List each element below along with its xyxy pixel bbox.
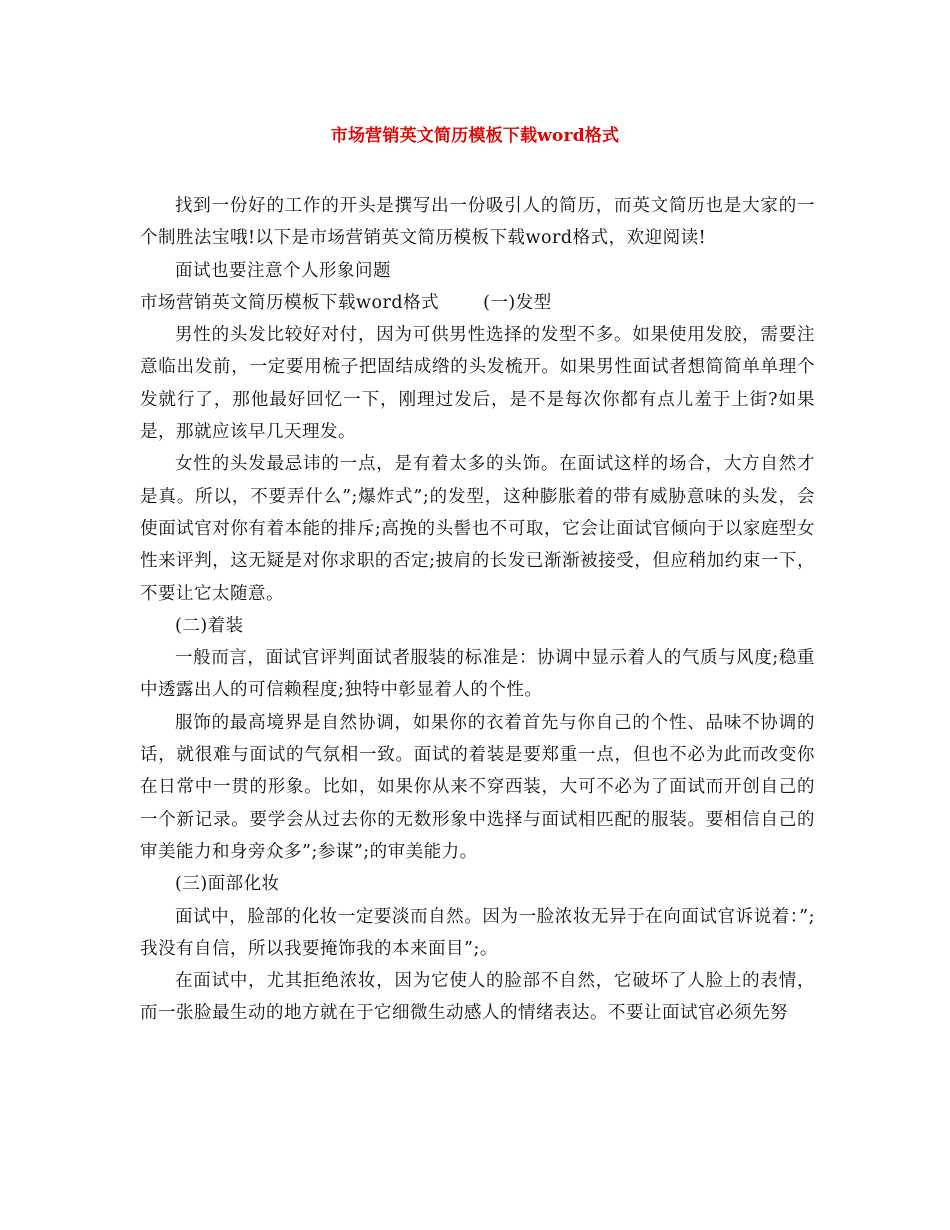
link-and-heading-line xyxy=(140,287,815,319)
section-heading-hair: (一)发型 xyxy=(483,292,552,313)
paragraph-clothing-1: 一般而言，面试官评判面试者服装的标准是：协调中显示着人的气质与风度;稳重中透露出人的可信赖程度;独特中彰显着人的个性。 xyxy=(140,648,815,701)
document-title: 市场营销英文简历模板下载word格式 xyxy=(330,126,620,146)
section-heading-clothing: (二)着装 xyxy=(175,615,244,636)
paragraph-makeup-2: 在面试中，尤其拒绝浓妆，因为它使人的脸部不自然，它破坏了人脸上的表情，而一张脸最生动的地方就在于它细微生动感人的情绪表达。不要让面试官必须先努 xyxy=(140,971,815,1024)
section-heading-image: 面试也要注意个人形象问题 xyxy=(175,260,391,281)
intro-paragraph: 找到一份好的工作的开头是撰写出一份吸引人的简历，而英文简历也是大家的一个制胜法宝哦!以下是市场营销英文简历模板下载word格式，欢迎阅读! xyxy=(140,196,815,249)
paragraph-makeup-1: 面试中，脸部的化妆一定要淡而自然。因为一脸浓妆无异于在向面试官诉说着：”;我没有自信，所以我要掩饰我的本来面目”;。 xyxy=(140,906,815,959)
paragraph-clothing-2: 服饰的最高境界是自然协调，如果你的衣着首先与你自己的个性、品味不协调的话，就很难与面试的气氛相一致。面试的着装是要郑重一点，但也不必为此而改变你在日常中一贯的形象。比如，如果你从来不穿西装，大可不必为了面试而开创自己的一个新记录。要学会从过去你的无数形象中选择与面试相匹配的服装。要相信自己的审美能力和身旁众多”;参谋”;的审美能力。 xyxy=(140,712,815,862)
paragraph-hair-male: 男性的头发比较好对付，因为可供男性选择的发型不多。如果使用发胶，需要注意临出发前，一定要用梳子把固结成绺的头发梳开。如果男性面试者想简简单单理个发就行了，那他最好回忆一下，刚理过发后，是不是每次你都有点儿羞于上街?如果是，那就应该早几天理发。 xyxy=(140,325,815,443)
section-heading-makeup: (三)面部化妆 xyxy=(175,874,280,895)
article-link[interactable]: 市场营销英文简历模板下载word格式 xyxy=(140,292,440,313)
paragraph-hair-female: 女性的头发最忌讳的一点，是有着太多的头饰。在面试这样的场合，大方自然才是真。所以，不要弄什么”;爆炸式”;的发型，这种膨胀着的带有威胁意味的头发，会使面试官对你有着本能的排斥;高挽的头髻也不可取，它会让面试官倾向于以家庭型女性来评判，这无疑是对你求职的否定;披肩的长发已渐渐被接受，但应稍加约束一下，不要让它太随意。 xyxy=(140,454,815,604)
document-body xyxy=(140,190,815,1030)
